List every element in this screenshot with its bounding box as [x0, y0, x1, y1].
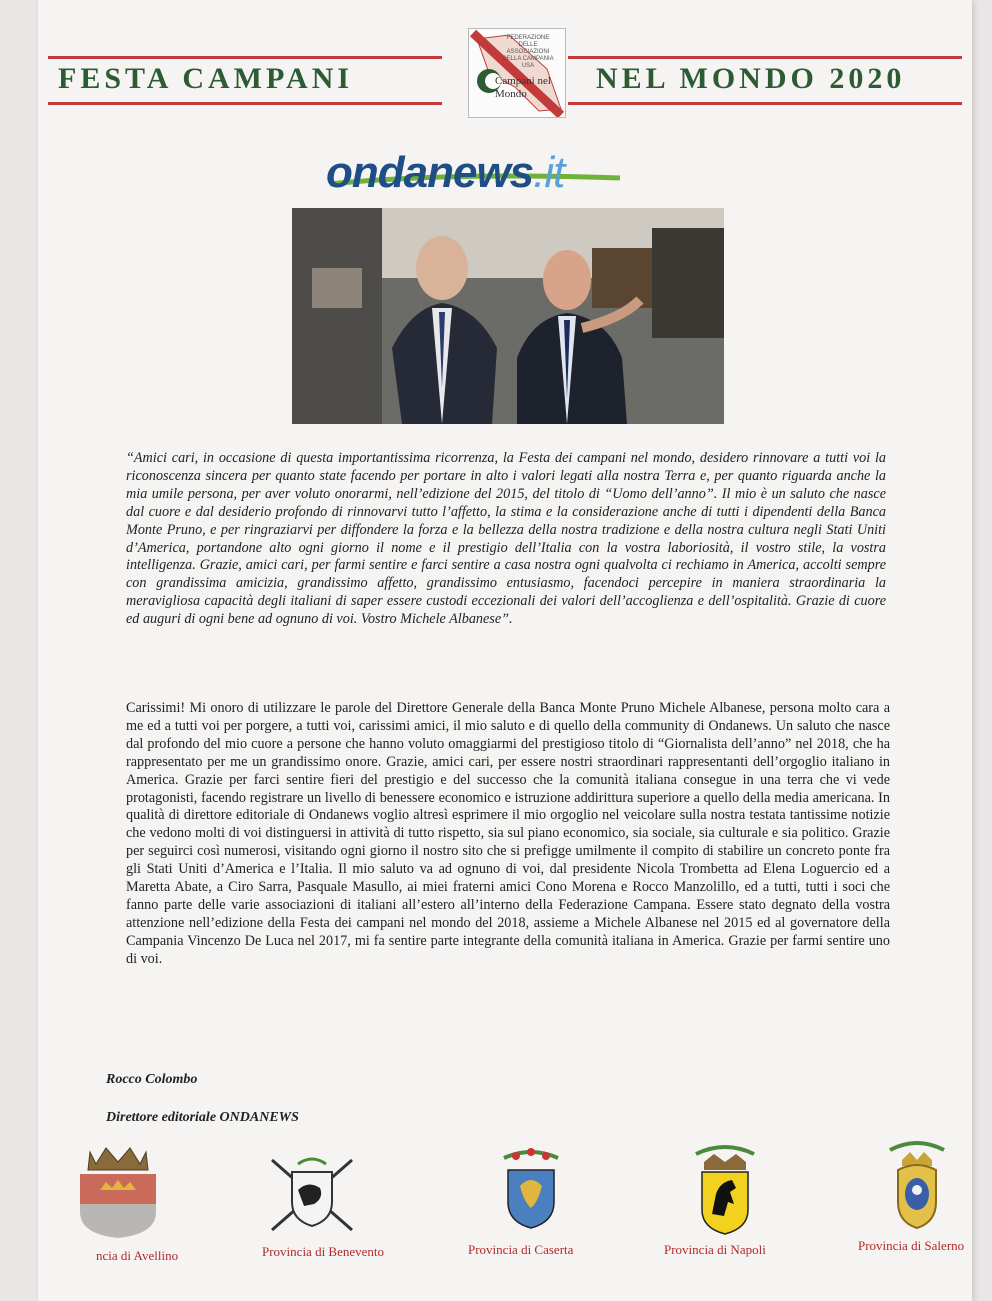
avellino-crest-icon [76, 1146, 160, 1240]
crest-label-benevento: Provincia di Benevento [262, 1244, 385, 1259]
brand-tld: .it [533, 148, 565, 197]
crest-label-salerno: Provincia di Salerno [858, 1238, 965, 1253]
crest-avellino [76, 1146, 160, 1245]
crest-label-napoli: Provincia di Napoli [664, 1242, 766, 1257]
napoli-crest-icon [690, 1140, 760, 1236]
body-paragraph: Carissimi! Mi onoro di utilizzare le parole del Direttore Generale della Banca Monte Pruno Michele Albanese, persona molto cara a me ed a tutti voi per porgere, a tutti voi, carissimi amici, il mio saluto e di quello della community di Ondanews. Un saluto che nasce dal profondo del mio cuore a persone che hanno voluto omaggiarmi del prestigioso titolo di “Giornalista dell’anno” nel 2018, che ha rappresentato per me un grandissimo onore. Grazie, amici cari, per essere nostri straordinari rappresentanti dell’orgoglio italiano in America. Grazie per farci sentire fieri del prestigio e del successo che la comunità italiana consegue in una terra che vi vede protagonisti, facendo registrare un livello di benessere economico e istruzione addirittura superiore a quello della media americana. In qualità di direttore editoriale di Ondanews voglio altresì esprimere il mio orgoglio nel veicolare sulla nostra testata tantissime notizie che vedono molti di voi distinguersi in attività di tutto rispetto, sia sul piano economico, sia sociale, sia culturale e sia politico. Grazie per seguirci così numerosi, visitando ogni giorno il nostro sito che si prefigge umilmente il compito di stabilire un concreto ponte fra gli Stati Uniti d’America e l’Italia. Il mio saluto va ad ognuno di voi, dal presidente Nicola Trombetta ad Elena Loguercio ed a Maretta Abate, a Ciro Sarra, Pasquale Masullo, ai miei fraterni amici Cono Morena e Rocco Manzolillo, ed a tutti, tutti i soci che fanno parte delle varie associazioni di italiani all’estero all’interno della Federazione Campana. Essere stato degnato della vostra attenzione nell’edizione della Festa dei campani nel mondo del 2018, assieme a Michele Albanese nel 2015 ed al governatore della Campania Vincenzo De Luca nel 2017, mi fa sentire parte integrante della comunità italiana in America. Grazie per farmi sentire uno di voi. [126, 700, 890, 967]
federation-logo [468, 28, 566, 118]
photo [292, 208, 724, 424]
page-title-right: NEL MONDO 2020 [596, 62, 906, 95]
header-rule-top-right [568, 56, 962, 59]
header-rule-bottom-right [568, 102, 962, 105]
quote-paragraph: “Amici cari, in occasione di questa importantissima ricorrenza, la Festa dei campani nel mondo, desidero rinnovare a tutti voi la riconoscenza sincera per quanto state facendo per portare in alto i valori legati alla nostra Terra e, per quanto riguarda anche la mia umile persona, per aver voluto onorarmi, nell’edizione del 2015, del titolo di “Uomo dell’anno”. Il mio è un saluto che nasce dal cuore e dal desiderio profondo di rinnovarvi tutto l’affetto, la stima e la considerazione anche di tutti i dipendenti della Banca Monte Pruno, e per ringraziarvi per diffondere la forza e la bellezza della nostra tradizione e della nostra cultura negli Stati Uniti d’America, portandone alto ogni giorno il nome e il prestigio dell’Italia con la vostra laboriosità, il vostro stile, la vostra intelligenza. Grazie, amici cari, per farmi sentire e farci sentire a casa nostra ogni qualvolta ci rechiamo in America, accolti sempre con grandissima amicizia, grandissimo affetto, grandissimo entusiasmo, facendoci percepire in maniera straordinaria la meravigliosa capacità degli italiani di saper essere custodi eccezionali dei valori dell’accoglienza e dell’ospitalità. Grazie di cuore ed auguri di ogni bene ad ognuno di voi. Vostro Michele Albanese”. [126, 450, 886, 628]
caserta-crest-icon [498, 1146, 564, 1232]
crest-label-avellino: ncia di Avellino [96, 1248, 179, 1263]
signature: Rocco Colombo [106, 1072, 198, 1087]
federation-logo-org: FEDERAZIONE DELLE ASSOCIAZIONI DELLA CAMPANIA USA [502, 35, 554, 69]
document-page [38, 0, 972, 1301]
header-rule-top-left [48, 56, 442, 59]
page-title-left: FESTA CAMPANI [58, 62, 354, 95]
crest-label-caserta: Provincia di Caserta [468, 1242, 574, 1257]
federation-logo-name: Campani nel Mondo [495, 75, 551, 100]
crest-salerno [884, 1136, 950, 1237]
header-rule-bottom-left [48, 102, 442, 105]
crest-napoli [690, 1140, 760, 1241]
crest-caserta [498, 1146, 564, 1237]
brand-name: ondanews [326, 148, 534, 197]
director-title: Direttore editoriale ONDANEWS [106, 1110, 299, 1125]
benevento-crest-icon [262, 1150, 362, 1240]
salerno-crest-icon [884, 1136, 950, 1232]
brand-logo [326, 148, 564, 198]
crest-benevento [262, 1150, 362, 1245]
